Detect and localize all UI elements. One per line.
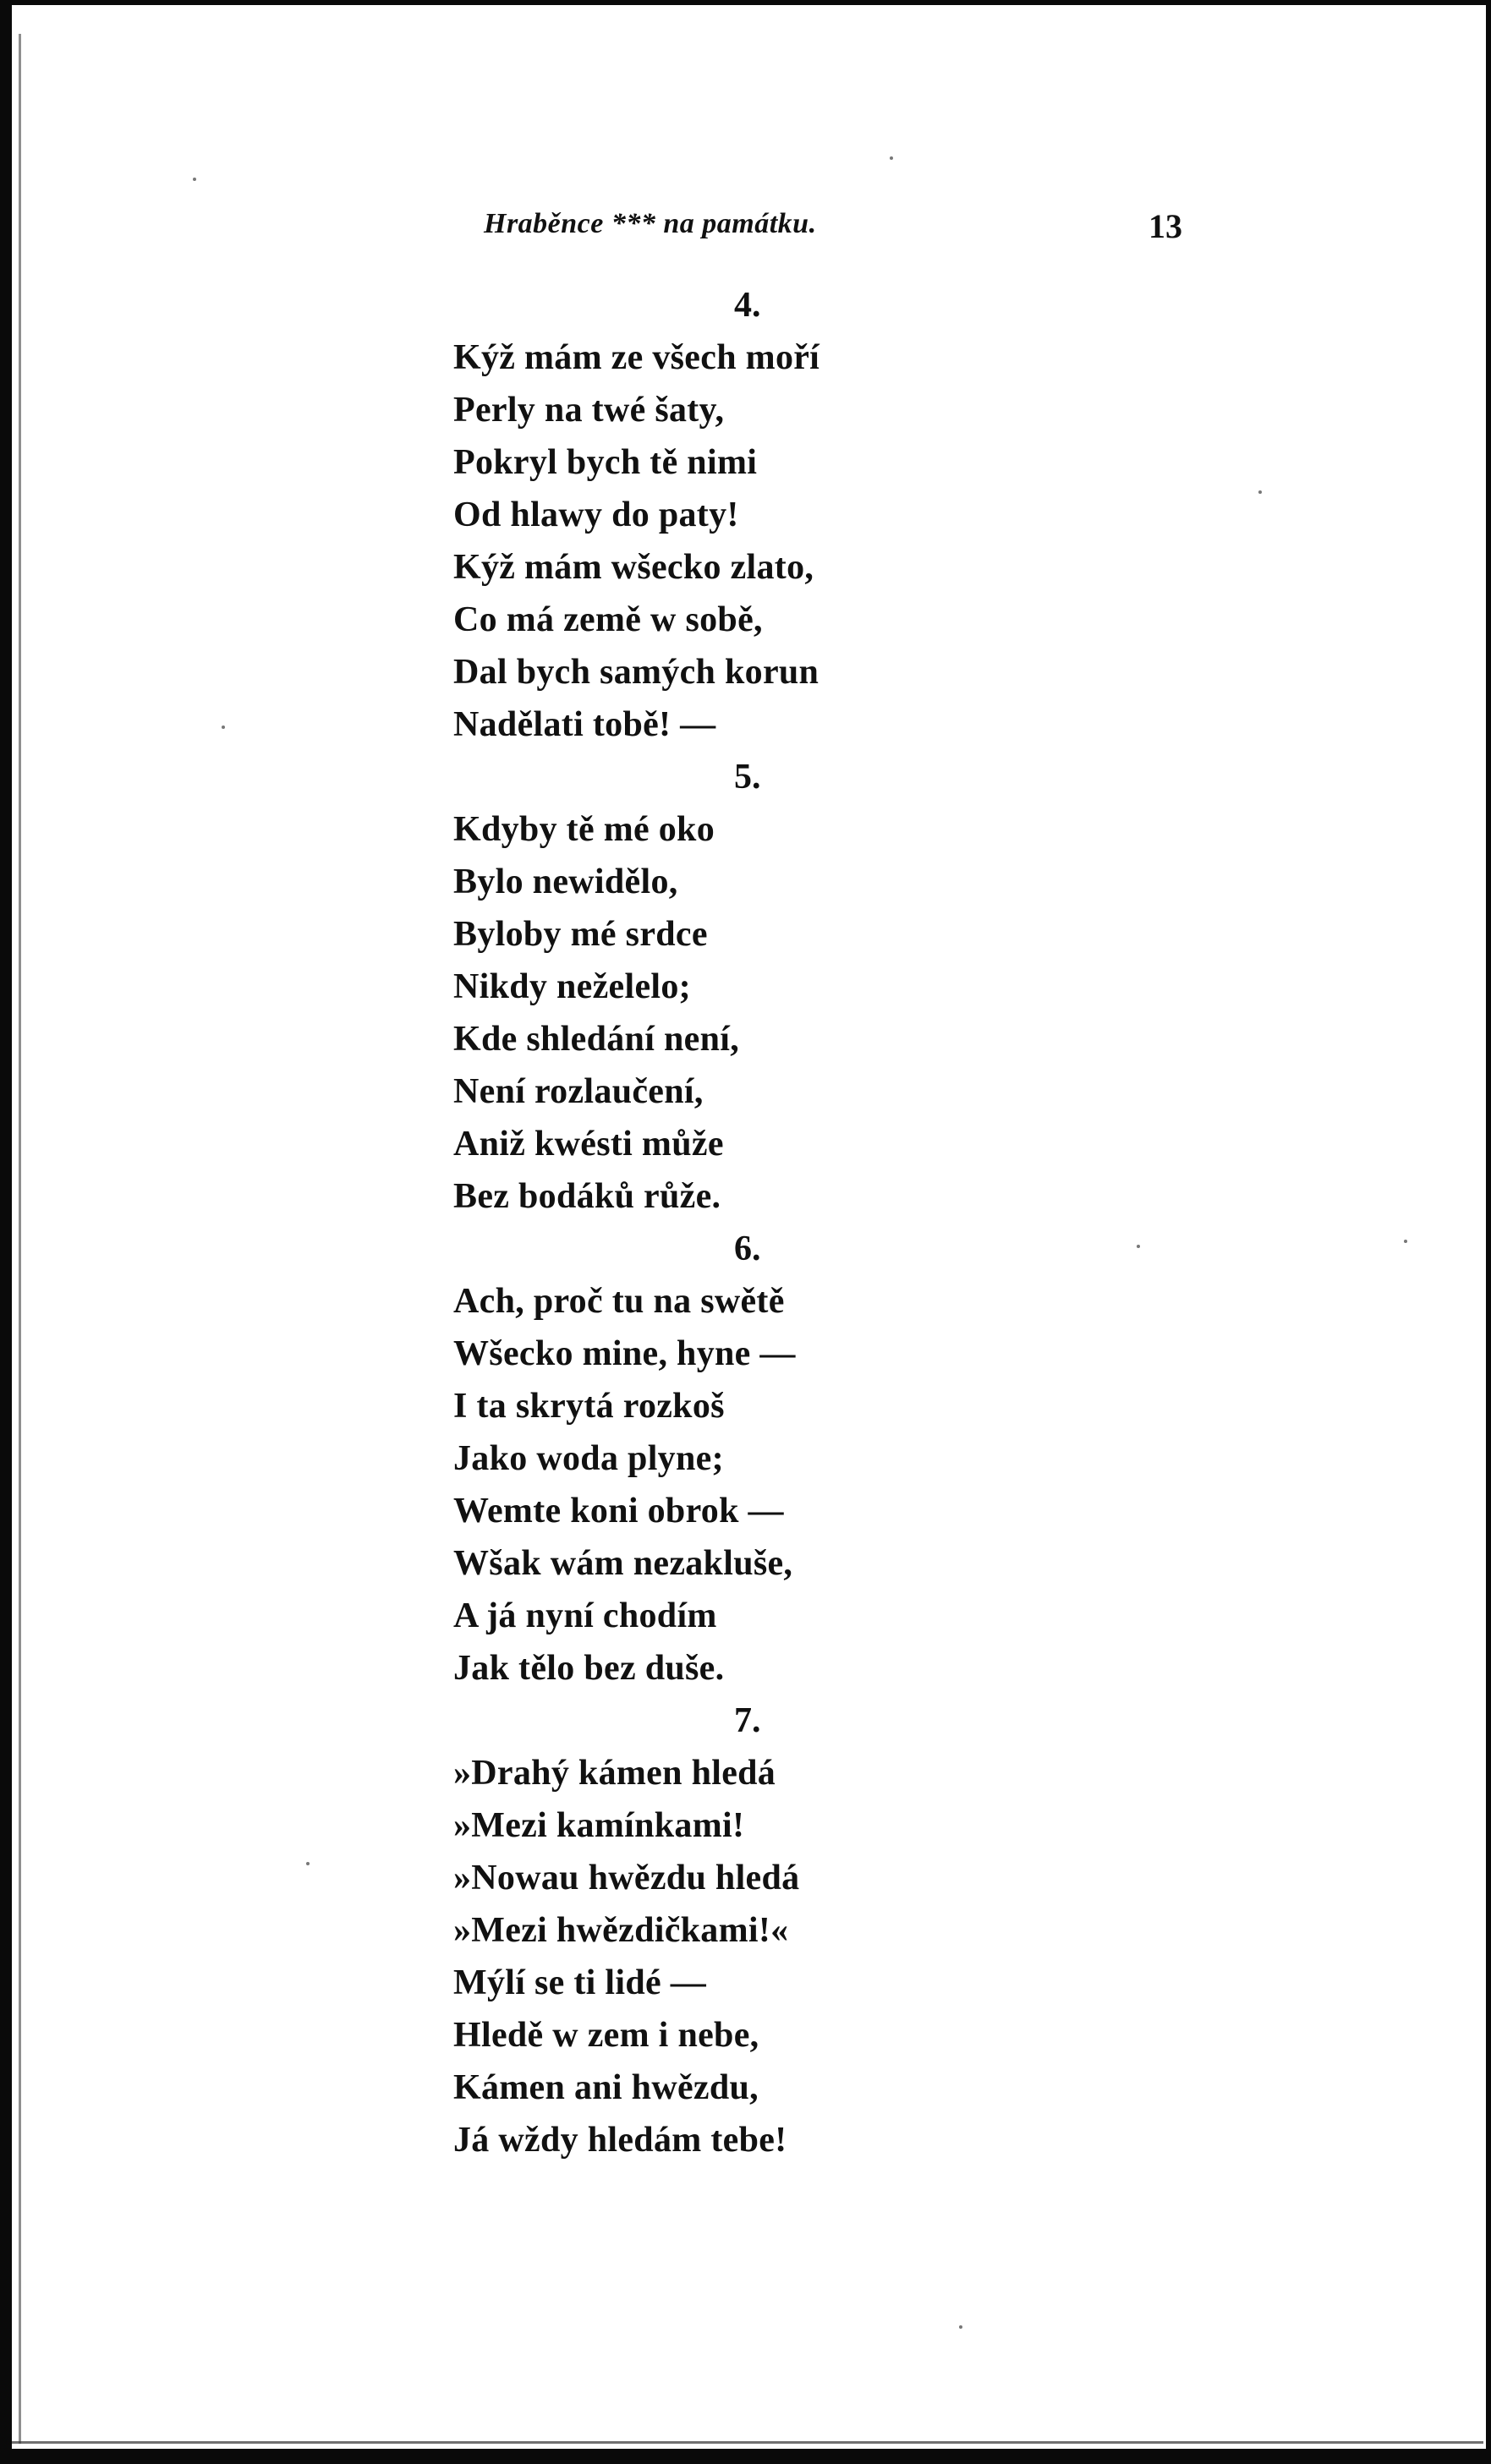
- page-edge-line: [19, 34, 21, 2444]
- verse-line: Hledě w zem i nebe,: [453, 2016, 759, 2055]
- scan-speck: [1137, 1245, 1140, 1248]
- verse-line: Od hlawy do paty!: [453, 496, 739, 534]
- verse-line: Jak tělo bez duše.: [453, 1649, 725, 1688]
- scan-speck: [1404, 1240, 1407, 1243]
- running-title: Hraběnce *** na památku.: [484, 208, 817, 239]
- scan-speck: [1258, 490, 1262, 494]
- verse-line: Byloby mé srdce: [453, 915, 708, 954]
- verse-line: I ta skrytá rozkoš: [453, 1387, 725, 1426]
- verse-line: »Nowau hwězdu hledá: [453, 1859, 800, 1897]
- verse-line: Wšak wám nezakluše,: [453, 1544, 793, 1583]
- verse-line: Wšecko mine, hyne —: [453, 1334, 796, 1373]
- scan-border-top: [0, 0, 1491, 5]
- verse-line: Kýž mám ze všech moří: [453, 338, 820, 377]
- stanza: [453, 751, 1214, 1223]
- verse-line: »Mezi kamínkami!: [453, 1806, 745, 1845]
- verse-line: Kýž mám wšecko zlato,: [453, 548, 814, 587]
- scan-speck: [306, 1862, 310, 1865]
- scan-speck: [959, 2325, 962, 2329]
- verse-line: Co má země w sobě,: [453, 600, 763, 639]
- page-edge-line-bottom: [12, 2441, 1483, 2444]
- verse-line: Pokryl bych tě nimi: [453, 443, 758, 482]
- scan-speck: [193, 178, 196, 181]
- verse-line: Ach, proč tu na swětě: [453, 1282, 785, 1321]
- verse-line: Dal bych samých korun: [453, 653, 820, 692]
- scan-speck: [222, 726, 225, 729]
- verse-line: Jako woda plyne;: [453, 1439, 724, 1478]
- verse-line: Není rozlaučení,: [453, 1072, 704, 1111]
- verse-line: Nadělati tobě! —: [453, 705, 716, 744]
- verse-line: Wemte koni obrok —: [453, 1492, 784, 1530]
- verse-line: »Drahý kámen hledá: [453, 1754, 776, 1793]
- scan-border-left: [0, 0, 12, 2464]
- verse-line: Aniž kwésti může: [453, 1125, 724, 1164]
- page-number: 13: [1148, 207, 1182, 245]
- poem-body: [453, 279, 1214, 2166]
- stanza: [453, 1223, 1214, 1695]
- verse-line: Já wždy hledám tebe!: [453, 2121, 787, 2160]
- verse-line: Kámen ani hwězdu,: [453, 2068, 759, 2107]
- verse-line: Bylo newidělo,: [453, 862, 678, 901]
- stanza-number: 7.: [734, 1701, 761, 1740]
- verse-line: Bez bodáků růže.: [453, 1177, 721, 1216]
- verse-line: »Mezi hwězdičkami!«: [453, 1911, 789, 1950]
- stanza-number: 6.: [734, 1229, 761, 1268]
- verse-line: Nikdy neželelo;: [453, 967, 691, 1006]
- scan-border-bottom: [0, 2449, 1491, 2464]
- verse-line: A já nyní chodím: [453, 1596, 717, 1635]
- verse-line: Mýlí se ti lidé —: [453, 1963, 707, 2002]
- scan-border-right: [1486, 0, 1491, 2464]
- verse-line: Kde shledání není,: [453, 1020, 739, 1059]
- stanza-number: 5.: [734, 758, 761, 797]
- stanza-number: 4.: [734, 286, 761, 325]
- scan-speck: [890, 156, 893, 160]
- stanza: [453, 279, 1214, 751]
- verse-line: Kdyby tě mé oko: [453, 810, 715, 849]
- stanza: [453, 1695, 1214, 2166]
- verse-line: Perly na twé šaty,: [453, 391, 725, 430]
